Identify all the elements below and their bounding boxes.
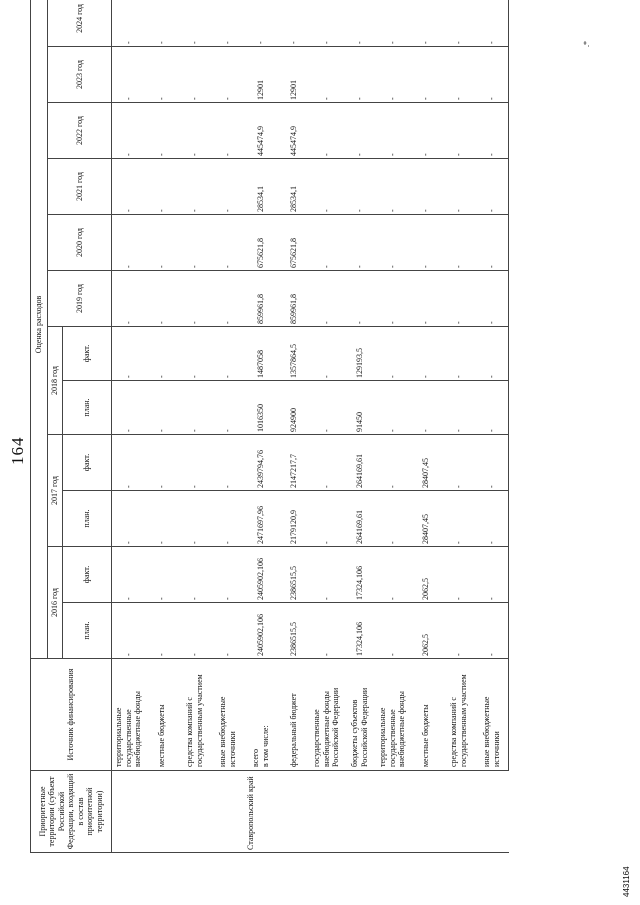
value-cell: -: [145, 271, 178, 327]
source-cell: местные бюджеты: [409, 659, 442, 771]
value-cell: 129193,5: [343, 327, 376, 381]
value-cell: 2405902,106: [244, 547, 277, 603]
value-cell: -: [178, 47, 211, 103]
value-cell: -: [376, 603, 409, 659]
value-cell: -: [343, 0, 376, 47]
value-cell: -: [112, 271, 146, 327]
value-cell: -: [112, 103, 146, 159]
table-row: [277, 0, 310, 853]
value-cell: -: [442, 215, 475, 271]
value-cell: -: [145, 381, 178, 435]
value-cell: -: [178, 271, 211, 327]
value-cell: -: [310, 381, 343, 435]
value-cell: -: [475, 603, 509, 659]
table-row: [475, 0, 509, 853]
value-cell: -: [376, 327, 409, 381]
value-cell: 17324,106: [343, 547, 376, 603]
source-cell: средства компаний с государственным участием: [178, 659, 211, 771]
value-cell: -: [475, 327, 509, 381]
value-cell: -: [343, 47, 376, 103]
table-row: [310, 0, 343, 853]
value-cell: -: [178, 327, 211, 381]
value-cell: -: [475, 435, 509, 491]
value-cell: 12901: [277, 47, 310, 103]
header-year-2023: 2023 год: [48, 47, 112, 103]
value-cell: 12901: [244, 47, 277, 103]
value-cell: -: [442, 547, 475, 603]
value-cell: -: [310, 603, 343, 659]
value-cell: -: [409, 327, 442, 381]
header-territory: Приоритетные территории (субъект Российской Федерации, входящий в состав приоритетной территории): [31, 771, 112, 853]
source-cell: средства компаний с государственным участием: [442, 659, 475, 771]
value-cell: -: [442, 103, 475, 159]
table-row: [178, 0, 211, 853]
value-cell: -: [112, 159, 146, 215]
source-cell: бюджеты субъектов Российской Федерации: [343, 659, 376, 771]
value-cell: -: [475, 159, 509, 215]
region-cell-prev: [112, 771, 245, 853]
value-cell: -: [112, 491, 146, 547]
scan-mark: .*: [582, 41, 591, 47]
value-cell: -: [310, 491, 343, 547]
document-code: 4431164: [622, 866, 631, 897]
header-estimate: Оценка расходов: [31, 0, 48, 659]
value-cell: -: [475, 103, 509, 159]
value-cell: 675621,8: [277, 215, 310, 271]
value-cell: -: [244, 0, 277, 47]
value-cell: -: [409, 159, 442, 215]
value-cell: -: [145, 547, 178, 603]
value-cell: 2062,5: [409, 603, 442, 659]
value-cell: -: [211, 271, 244, 327]
value-cell: 2439794,76: [244, 435, 277, 491]
value-cell: -: [145, 103, 178, 159]
value-cell: 675621,8: [244, 215, 277, 271]
value-cell: 2062,5: [409, 547, 442, 603]
source-cell: территориальные государственные внебюджетные фонды: [376, 659, 409, 771]
value-cell: -: [310, 547, 343, 603]
table-row: [145, 0, 178, 853]
value-cell: -: [178, 435, 211, 491]
value-cell: -: [310, 0, 343, 47]
value-cell: -: [376, 159, 409, 215]
value-cell: -: [112, 327, 146, 381]
value-cell: -: [475, 215, 509, 271]
table-row: [343, 0, 376, 853]
region-cell: Ставропольский край: [244, 771, 509, 853]
value-cell: 1016350: [244, 381, 277, 435]
value-cell: -: [343, 271, 376, 327]
table-row: [244, 0, 277, 853]
value-cell: -: [178, 381, 211, 435]
value-cell: -: [112, 435, 146, 491]
value-cell: -: [475, 381, 509, 435]
value-cell: -: [310, 215, 343, 271]
value-cell: -: [145, 47, 178, 103]
value-cell: -: [277, 0, 310, 47]
value-cell: -: [376, 547, 409, 603]
value-cell: -: [211, 159, 244, 215]
value-cell: -: [178, 0, 211, 47]
value-cell: -: [145, 215, 178, 271]
value-cell: 859961,8: [244, 271, 277, 327]
value-cell: -: [475, 271, 509, 327]
value-cell: -: [112, 47, 146, 103]
value-cell: 264169,61: [343, 435, 376, 491]
value-cell: -: [145, 491, 178, 547]
value-cell: 2386515,5: [277, 603, 310, 659]
value-cell: -: [211, 547, 244, 603]
value-cell: -: [310, 159, 343, 215]
value-cell: -: [211, 103, 244, 159]
header-fact-2016: факт.: [63, 547, 112, 603]
table-row: [376, 0, 409, 853]
header-year-2021: 2021 год: [48, 159, 112, 215]
header-fact-2018: факт.: [63, 327, 112, 381]
value-cell: 1357864,5: [277, 327, 310, 381]
value-cell: -: [475, 547, 509, 603]
header-year-2017: 2017 год: [48, 435, 63, 547]
value-cell: 2147217,7: [277, 435, 310, 491]
value-cell: -: [145, 603, 178, 659]
value-cell: 28534,1: [277, 159, 310, 215]
value-cell: -: [409, 0, 442, 47]
value-cell: -: [145, 327, 178, 381]
value-cell: -: [376, 0, 409, 47]
value-cell: 28407,45: [409, 491, 442, 547]
value-cell: -: [442, 47, 475, 103]
header-plan-2018: план.: [63, 381, 112, 435]
value-cell: -: [343, 103, 376, 159]
table-row: [409, 0, 442, 853]
value-cell: -: [178, 491, 211, 547]
value-cell: -: [310, 435, 343, 491]
value-cell: -: [376, 435, 409, 491]
value-cell: -: [442, 327, 475, 381]
value-cell: -: [343, 215, 376, 271]
value-cell: -: [376, 381, 409, 435]
value-cell: -: [409, 271, 442, 327]
value-cell: 859961,8: [277, 271, 310, 327]
source-cell: иные внебюджетные источники: [475, 659, 509, 771]
value-cell: -: [211, 381, 244, 435]
value-cell: -: [442, 491, 475, 547]
header-plan-2017: план.: [63, 491, 112, 547]
value-cell: -: [475, 491, 509, 547]
header-year-2020: 2020 год: [48, 215, 112, 271]
header-fact-2017: факт.: [63, 435, 112, 491]
value-cell: 445474,9: [277, 103, 310, 159]
value-cell: -: [475, 47, 509, 103]
value-cell: -: [442, 271, 475, 327]
value-cell: -: [211, 0, 244, 47]
value-cell: 264169,61: [343, 491, 376, 547]
expenditure-table: [30, 0, 509, 853]
value-cell: -: [178, 159, 211, 215]
value-cell: -: [178, 547, 211, 603]
value-cell: 2405902,106: [244, 603, 277, 659]
value-cell: -: [112, 547, 146, 603]
table-row: [211, 0, 244, 853]
value-cell: -: [145, 0, 178, 47]
source-cell: государственные внебюджетные фонды Российской Федерации: [310, 659, 343, 771]
value-cell: -: [112, 215, 146, 271]
value-cell: -: [310, 47, 343, 103]
value-cell: -: [343, 159, 376, 215]
value-cell: -: [211, 215, 244, 271]
value-cell: -: [145, 435, 178, 491]
source-cell: иные внебюджетные источники: [211, 659, 244, 771]
value-cell: -: [211, 327, 244, 381]
table-body: [112, 0, 509, 853]
value-cell: -: [178, 215, 211, 271]
value-cell: 17324,106: [343, 603, 376, 659]
value-cell: 28407,45: [409, 435, 442, 491]
value-cell: -: [112, 603, 146, 659]
value-cell: -: [178, 603, 211, 659]
value-cell: -: [442, 159, 475, 215]
header-plan-2016: план.: [63, 603, 112, 659]
value-cell: -: [376, 103, 409, 159]
header-year-2022: 2022 год: [48, 103, 112, 159]
source-cell: федеральный бюджет: [277, 659, 310, 771]
table-row: [442, 0, 475, 853]
header-year-2024: 2024 год: [48, 0, 112, 47]
value-cell: -: [376, 491, 409, 547]
value-cell: -: [442, 603, 475, 659]
value-cell: -: [112, 381, 146, 435]
header-year-2018: 2018 год: [48, 327, 63, 435]
source-cell: местные бюджеты: [145, 659, 178, 771]
value-cell: -: [211, 435, 244, 491]
value-cell: 2471697,96: [244, 491, 277, 547]
value-cell: -: [409, 215, 442, 271]
value-cell: -: [376, 215, 409, 271]
value-cell: 28534,1: [244, 159, 277, 215]
value-cell: -: [442, 0, 475, 47]
value-cell: -: [211, 491, 244, 547]
header-year-2016: 2016 год: [48, 547, 63, 659]
table-row: [112, 0, 146, 853]
header-source: Источник финансирования: [31, 659, 112, 771]
value-cell: 2386515,5: [277, 547, 310, 603]
value-cell: -: [211, 47, 244, 103]
value-cell: -: [409, 103, 442, 159]
value-cell: -: [442, 435, 475, 491]
value-cell: -: [178, 103, 211, 159]
value-cell: -: [442, 381, 475, 435]
value-cell: -: [310, 103, 343, 159]
value-cell: -: [310, 327, 343, 381]
value-cell: -: [376, 47, 409, 103]
source-cell: территориальные государственные внебюджетные фонды: [112, 659, 146, 771]
value-cell: -: [409, 47, 442, 103]
value-cell: -: [211, 603, 244, 659]
header-year-2019: 2019 год: [48, 271, 112, 327]
value-cell: -: [145, 159, 178, 215]
value-cell: 924900: [277, 381, 310, 435]
page-number: 164: [8, 436, 27, 465]
source-cell: всего в том числе:: [244, 659, 277, 771]
value-cell: -: [112, 0, 146, 47]
value-cell: -: [310, 271, 343, 327]
value-cell: 2179120,9: [277, 491, 310, 547]
value-cell: 1487058: [244, 327, 277, 381]
value-cell: 91450: [343, 381, 376, 435]
value-cell: -: [376, 271, 409, 327]
value-cell: -: [409, 381, 442, 435]
value-cell: -: [475, 0, 509, 47]
value-cell: 445474,9: [244, 103, 277, 159]
